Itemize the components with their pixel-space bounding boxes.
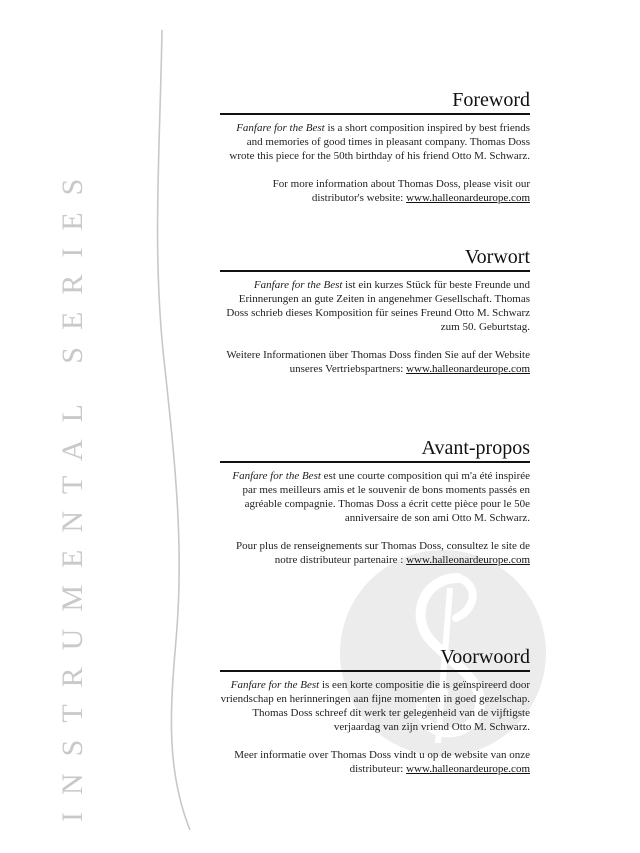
series-title [52,24,92,824]
section-avant-propos [220,436,530,581]
section-vorwort [220,245,530,390]
work-title: Fanfare for the Best [253,279,343,291]
more-info-paragraph [220,748,530,776]
intro-text: is een korte compositie die is geïnspireerd door vriendschap en herinneringen aan fijne momenten in goed gezelschap. Thomas Doss schreef dit werk ter gelegenheid van de vijftigste verjaardag van zijn vriend Otto M. Schwarz. [220,679,530,733]
more-info-paragraph [220,348,530,376]
distributor-link[interactable]: www.halleonardeurope.com [406,192,530,204]
intro-paragraph [220,121,530,163]
decorative-curve [150,30,210,830]
intro-text: est une courte composition qui m'a été inspirée par mes meilleurs amis et le souvenir de bons moments passés en agréable compagnie. Thomas Doss a écrit cette pièce pour le 50e anniversaire de son ami Otto M. Schwarz. [242,470,530,524]
section-heading: Foreword [220,88,530,115]
distributor-link[interactable]: www.halleonardeurope.com [406,554,530,566]
work-title: Fanfare for the Best [232,470,321,482]
section-heading: Vorwort [220,245,530,272]
series-title-svg [52,24,92,824]
more-info-paragraph [220,539,530,567]
work-title: Fanfare for the Best [230,679,320,691]
more-info-text: Meer informatie over Thomas Doss vindt u op de website van onze distributeur: [234,749,530,775]
more-info-text: Weitere Informationen über Thomas Doss finden Sie auf der Website unseres Vertriebspartners: [226,349,530,375]
intro-paragraph [220,469,530,525]
more-info-text: Pour plus de renseignements sur Thomas Doss, consultez le site de notre distributeur partenaire : [236,540,530,566]
section-heading: Avant-propos [220,436,530,463]
intro-text: ist ein kurzes Stück für beste Freunde und Erinnerungen an gute Zeiten in angenehmer Gesellschaft. Thomas Doss schrieb dieses Komposition für seines Freund Otto M. Schwarz zum 50. Geburtstag. [226,279,530,333]
series-title-text: INSTRUMENTAL SERIES [56,161,89,822]
intro-text: is a short composition inspired by best friends and memories of good times in pleasant company. Thomas Doss wrote this piece for the 50th birthday of his friend Otto M. Schwarz. [229,122,530,162]
section-foreword [220,88,530,219]
distributor-link[interactable]: www.halleonardeurope.com [406,363,530,375]
work-title: Fanfare for the Best [236,122,325,134]
more-info-paragraph [220,177,530,205]
more-info-text: For more information about Thomas Doss, please visit our distributor's website: [272,178,530,204]
distributor-link[interactable]: www.halleonardeurope.com [406,763,530,775]
section-voorwoord [220,645,530,790]
section-heading: Voorwoord [220,645,530,672]
intro-paragraph [220,678,530,734]
intro-paragraph [220,278,530,334]
